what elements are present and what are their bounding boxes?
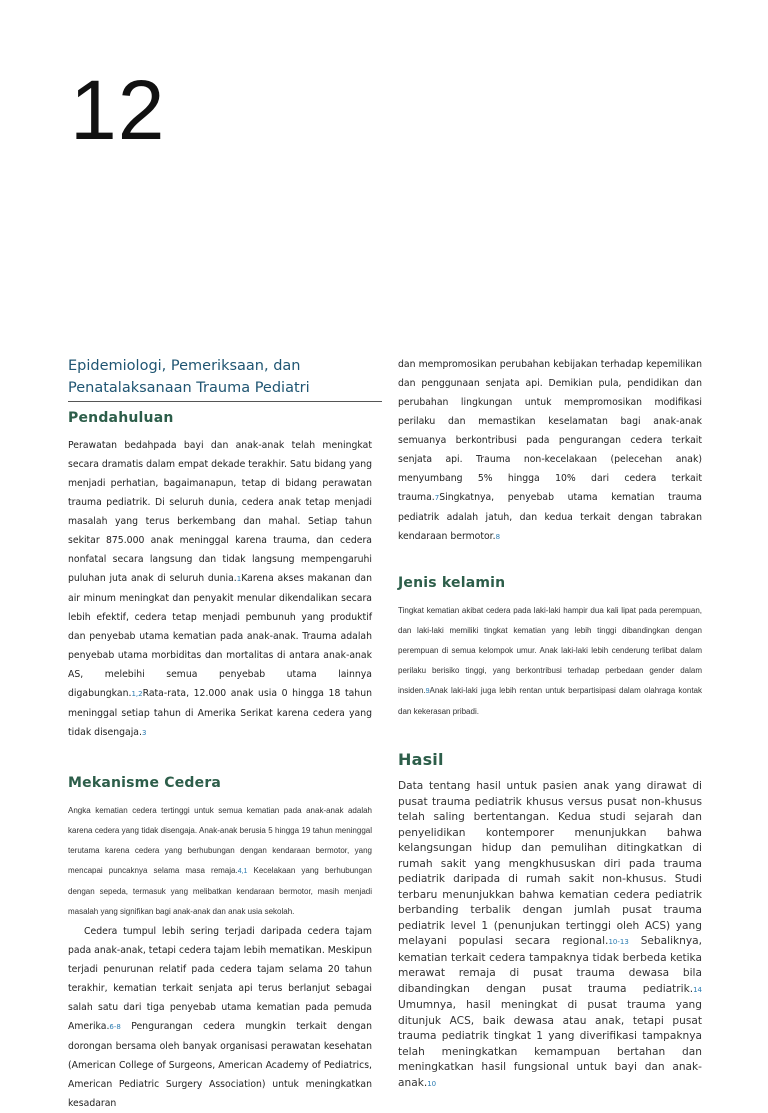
citation: 8: [495, 533, 501, 541]
chapter-title: [68, 355, 372, 399]
chapter-number: 12: [70, 63, 166, 157]
citation: 6-8: [109, 1023, 121, 1031]
result-paragraph: Data tentang hasil untuk pasien anak yang dirawat di pusat trauma pediatrik khusus versus pusat non-khusus telah saling bertentangan. Kedua studi sejarah dan penyelidikan kontemporer menunjukkan bahwa kelangsungan hidup dan pemulihan ditingkatkan di rumah sakit yang mengkhususkan diri pada trauma pediatrik daripada di rumah sakit non-khusus. Studi terbaru menunjukkan bahwa kematian cedera pediatrik berbanding terbalik dengan jumlah pusat trauma pediatrik level 1 (penunjukan tertinggi oleh ACS) yang melayani populasi secara regional.10-13 Sebaliknya, kematian terkait cedera tampaknya tidak berbeda ketika merawat remaja di pusat trauma dewasa bila dibandingkan dengan pusat trauma pediatrik.14 Umumnya, hasil meningkat di pusat trauma yang ditunjuk ACS, baik dewasa atau anak, tetapi pusat trauma pediatrik tingkat 1 yang diverifikasi tampaknya telah meningkatkan kemampuan bertahan dan meningkatkan hasil fungsional untuk bayi dan anak-anak.10: [398, 780, 703, 1089]
citation: 9: [425, 688, 430, 695]
citation: 14: [693, 985, 702, 994]
heading-introduction: Pendahuluan: [68, 410, 174, 426]
intro-paragraph: Perawatan bedahpada bayi dan anak-anak telah meningkat secara dramatis dalam empat dekade terakhir. Satu bidang yang menjadi perhatian, bagaimanapun, tetap di bidang perawatan trauma pediatrik. Di seluruh dunia, cedera anak tetap menjadi masalah yang terus berkembang dan mahal. Setiap tahun sekitar 875.000 anak meninggal karena trauma, dan cedera nonfatal secara langsung dan tidak langsung mempengaruhi puluhan juta anak di seluruh dunia.1Karena akses makanan dan air minum meningkat dan penyakit menular dikendalikan secara lebih efektif, cedera tetap menjadi pembunuh yang produktif dan penyebab utama kematian pada anak-anak. Trauma adalah penyebab utama morbiditas dan mortalitas di antara anak-anak AS, melebihi semua penyebab utama lainnya digabungkan.1,2Rata-rata, 12.000 anak usia 0 hingga 18 tahun meninggal setiap tahun di Amerika Serikat karena cedera yang tidak disengaja.3: [68, 440, 372, 738]
citation: 3: [141, 729, 147, 737]
citation: 10-13: [608, 938, 629, 946]
title-divider: [68, 401, 382, 402]
citation: 7: [434, 494, 440, 502]
right-column: [398, 355, 702, 1092]
gender-paragraph: Tingkat kematian akibat cedera pada laki-laki hampir dua kali lipat pada perempuan, dan laki-laki memiliki tingkat kematian yang lebih tinggi dibandingkan dengan perempuan di semua kelompok umur. Anak laki-laki lebih cenderung terlibat dalam perilaku berisiko tinggi, yang berkontribusi terhadap perbedaan gender dalam insiden.9Anak laki-laki juga lebih rentan untuk berpartisipasi dalam olahraga kontak dan kekerasan pribadi.: [398, 606, 702, 716]
chapter-title-line1: Epidemiologi, Pemeriksaan, dan: [68, 358, 301, 374]
heading-result: Hasil: [398, 750, 444, 769]
mechanism-paragraph-2: Cedera tumpul lebih sering terjadi daripada cedera tajam pada anak-anak, tetapi cedera tajam lebih mematikan. Meskipun terjadi penurunan relatif pada cedera tajam selama 20 tahun terakhir, kematian terkait senjata api terus berlanjut sebagai salah satu dari tiga penyebab utama kematian pada pemuda Amerika.6-8 Pengurangan cedera mungkin terkait dengan dorongan bersama oleh banyak organisasi perawatan kesehatan (American College of Surgeons, American Academy of Pediatrics, American Pediatric Surgery Association) untuk meningkatkan kesadaran: [68, 926, 372, 1109]
heading-mechanism: Mekanisme Cedera: [68, 775, 222, 791]
citation: 10: [427, 1079, 437, 1088]
citation: 4,1: [237, 868, 248, 875]
heading-gender: Jenis kelamin: [398, 575, 506, 591]
continued-paragraph: dan mempromosikan perubahan kebijakan terhadap kepemilikan dan penggunaan senjata api. Demikian pula, pendidikan dan perubahan lingkungan untuk mempromosikan modifikasi perilaku dan memastikan keselamatan bagi anak-anak semuanya berkontribusi pada pengurangan cedera terkait senjata api. Trauma non-kecelakaan (pelecehan anak) menyumbang 5% hingga 10% dari cedera terkait trauma.7Singkatnya, penyebab utama kematian trauma pediatrik adalah jatuh, dan kedua terkait dengan tabrakan kendaraan bermotor.8: [398, 359, 702, 542]
mechanism-paragraph-1: Angka kematian cedera tertinggi untuk semua kematian pada anak-anak adalah karena cedera yang tidak disengaja. Anak-anak berusia 5 hingga 19 tahun meninggal terutama karena cedera yang berhubungan dengan kendaraan bermotor, yang mencapai puncaknya selama masa remaja.4,1 Kecelakaan yang berhubungan dengan sepeda, termasuk yang melibatkan kendaraan bermotor, masih menjadi masalah yang signifikan bagi anak-anak dan anak usia sekolah.: [68, 806, 372, 916]
chapter-title-line2: Penatalaksanaan Trauma Pediatri: [68, 380, 310, 396]
left-column: [68, 355, 372, 1113]
citation: 1,2: [131, 690, 143, 698]
citation: 1: [236, 575, 242, 583]
